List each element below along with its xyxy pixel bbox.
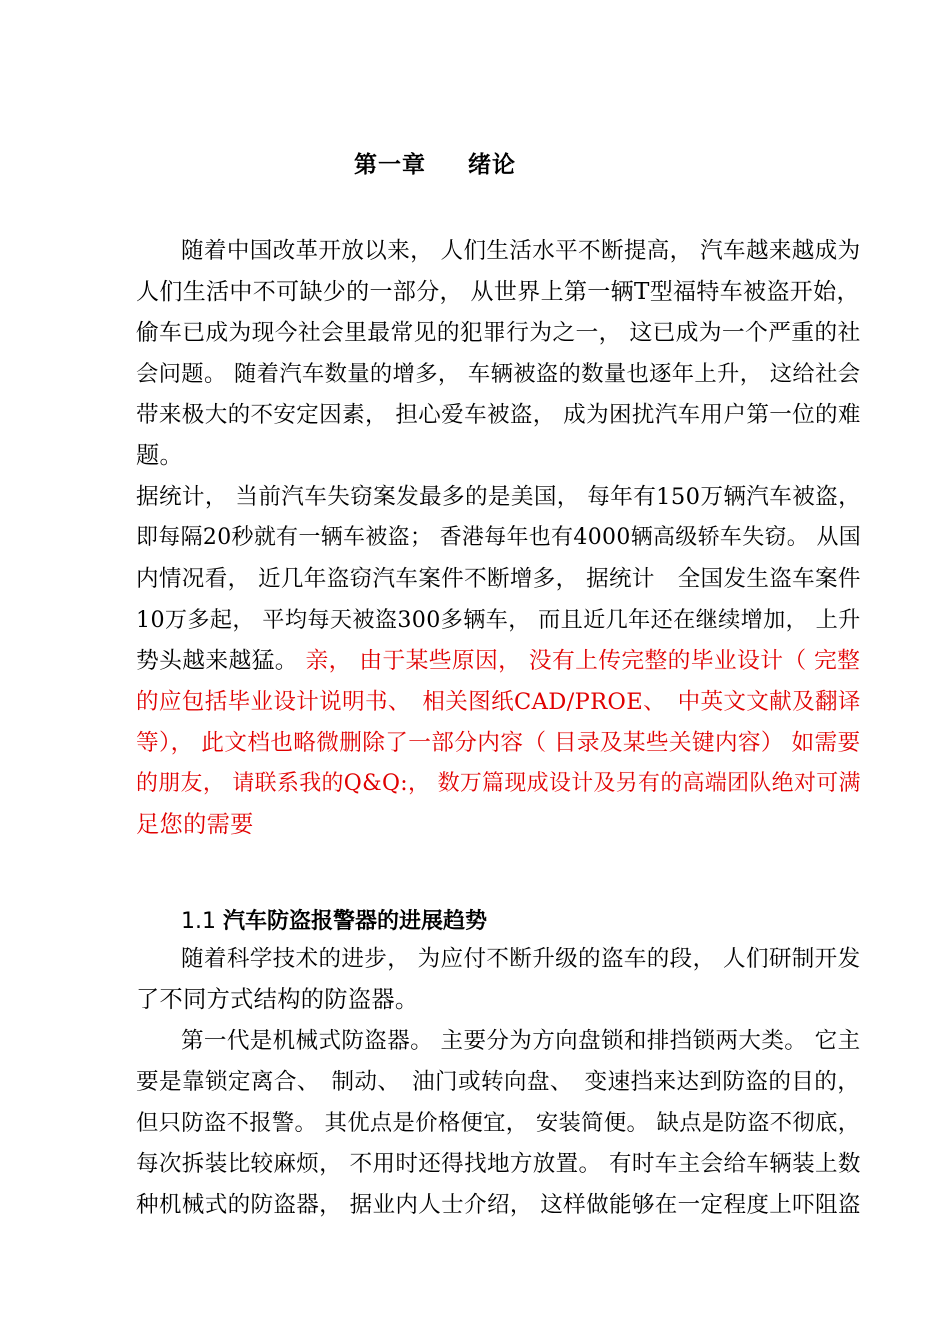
stats-line: 据统计， 当前汽车失窃案发最多的是美国， 每年有150万辆汽车被盗， [136,484,862,510]
notice-line: 等）， 此文档也略微删除了一部分内容（ 目录及某些关键内容） 如需要 [136,730,861,756]
stats-line: 内情况看， 近几年盗窃汽车案件不断增多， 据统计 全国发生盗车案件 [136,566,861,592]
notice-text: 亲， 由于某些原因， 没有上传完整的毕业设计（ 完整 [297,648,861,674]
section-heading [181,904,487,935]
section-title: 汽车防盗报警器的进展趋势 [223,909,488,934]
intro-line: 带来极大的不安定因素， 担心爱车被盗， 成为困扰汽车用户第一位的难 [136,402,861,428]
section-number: 1.1 [181,909,216,934]
chapter-name: 绪论 [468,152,516,178]
intro-line: 随着中国改革开放以来， 人们生活水平不断提高， 汽车越来越成为 [181,238,861,264]
intro-line: 偷车已成为现今社会里最常见的犯罪行为之一， 这已成为一个严重的社 [136,320,861,346]
section-line: 种机械式的防盗器， 据业内人士介绍， 这样做能够在一定程度上吓阻盗 [136,1192,861,1218]
intro-line: 题。 [136,442,184,469]
section-line: 第一代是机械式防盗器。 主要分为方向盘锁和排挡锁两大类。 它主 [181,1028,861,1054]
intro-line: 会问题。 随着汽车数量的增多， 车辆被盗的数量也逐年上升， 这给社会 [136,361,861,387]
notice-line: 的应包括毕业设计说明书、 相关图纸CAD/PROE、 中英文文献及翻译 [136,689,861,715]
chapter-number: 第一章 [354,152,426,178]
section-line: 随着科学技术的进步， 为应付不断升级的盗车的段， 人们研制开发 [181,946,861,972]
stats-line-end: 势头越来越猛。 [136,648,298,674]
section-line: 每次拆装比较麻烦， 不用时还得找地方放置。 有时车主会给车辆装上数 [136,1151,861,1177]
stats-notice-line [136,647,860,675]
section-line: 了不同方式结构的防盗器。 [136,986,419,1013]
chapter-title [0,146,870,179]
stats-line: 10万多起， 平均每天被盗300多辆车， 而且近几年还在继续增加， 上升 [136,607,861,633]
stats-line: 即每隔20秒就有一辆车被盗； 香港每年也有4000辆高级轿车失窃。 从国 [136,525,862,550]
notice-line: 足您的需要 [136,811,254,838]
section-line: 但只防盗不报警。 其优点是价格便宜， 安装简便。 缺点是防盗不彻底， [136,1110,861,1136]
notice-line: 的朋友， 请联系我的Q&Q:， 数万篇现成设计及另有的高端团队绝对可满 [136,771,861,796]
section-line: 要是靠锁定离合、 制动、 油门或转向盘、 变速挡来达到防盗的目的， [136,1069,861,1095]
intro-line: 人们生活中不可缺少的一部分， 从世界上第一辆T型福特车被盗开始， [136,279,860,305]
